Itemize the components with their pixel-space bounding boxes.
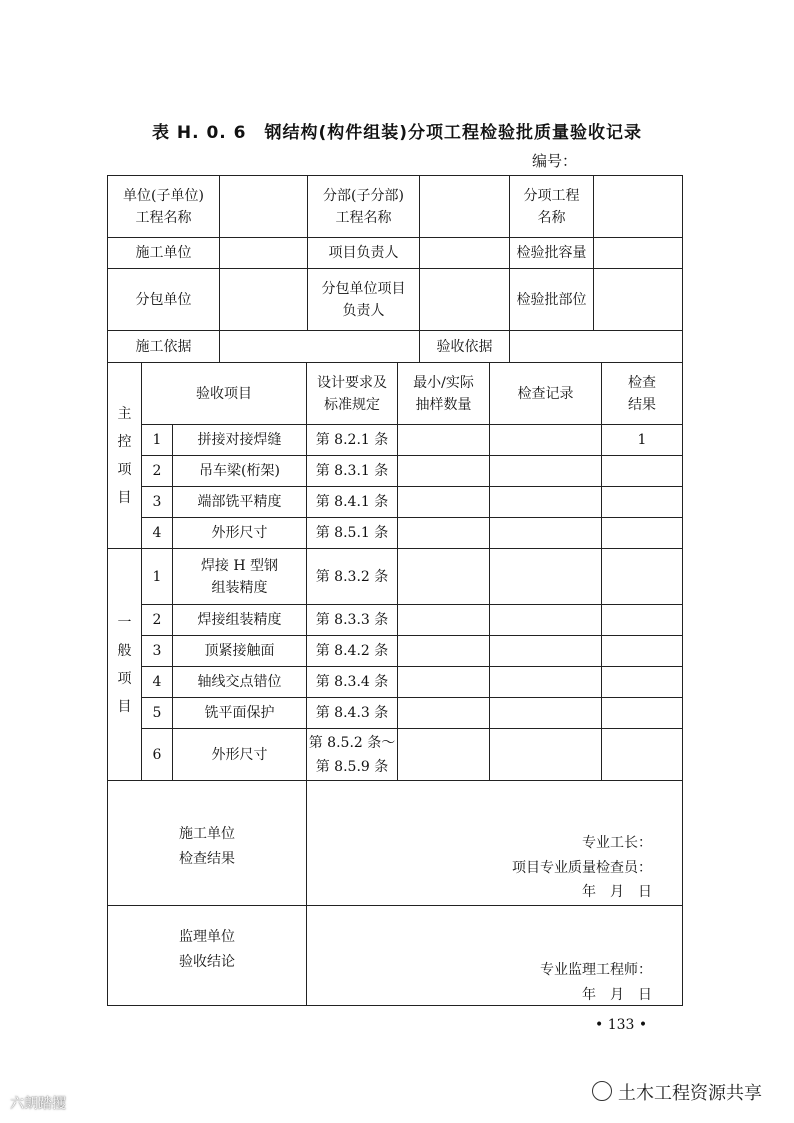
construction-basis-label: 施工依据: [108, 331, 220, 363]
item-name: 端部铣平精度: [173, 487, 307, 518]
item-name: 拼接对接焊缝: [173, 425, 307, 456]
wechat-icon: [592, 1081, 612, 1101]
standard-clause: 第 8.4.1 条: [307, 487, 398, 518]
inspection-items-table: [107, 362, 683, 781]
batch-capacity-field[interactable]: [594, 238, 683, 269]
inspection-result-field[interactable]: [602, 729, 683, 781]
watermark-right-text: 土木工程资源共享: [618, 1083, 762, 1104]
inspection-result-field[interactable]: [602, 698, 683, 729]
inspection-result-field[interactable]: [602, 549, 683, 605]
page-number: • 133 •: [595, 1017, 648, 1033]
subcontractor-manager-field[interactable]: [420, 269, 510, 331]
standard-clause: 第 8.2.1 条: [307, 425, 398, 456]
project-manager-field[interactable]: [420, 238, 510, 269]
sample-count-field[interactable]: [398, 456, 490, 487]
header-info-table: [107, 175, 683, 363]
batch-location-label: 检验批部位: [510, 269, 594, 331]
standard-clause: 第 8.4.2 条: [307, 636, 398, 667]
table-row: [108, 667, 683, 698]
column-header-item: 验收项目: [142, 363, 307, 425]
row-number: 4: [142, 518, 173, 549]
inspection-record-field[interactable]: [490, 425, 602, 456]
inspection-result-field[interactable]: [602, 636, 683, 667]
row-number: 2: [142, 605, 173, 636]
standard-clause: 第 8.5.1 条: [307, 518, 398, 549]
subcontractor-label: 分包单位: [108, 269, 220, 331]
inspection-result[interactable]: [602, 518, 683, 549]
row-number: 3: [142, 636, 173, 667]
subcontractor-manager-label: 分包单位项目 负责人: [308, 269, 420, 331]
standard-clause: 第 8.4.3 条: [307, 698, 398, 729]
division-project-name-field[interactable]: [420, 176, 510, 238]
table-row: [108, 636, 683, 667]
serial-number-label: 编号：: [532, 152, 578, 170]
signature-table: [107, 780, 683, 1006]
sample-count-field[interactable]: [398, 605, 490, 636]
inspection-record-field[interactable]: [490, 549, 602, 605]
division-project-name-label: 分部(子分部) 工程名称: [308, 176, 420, 238]
table-row: [108, 518, 683, 549]
item-name: 焊接 H 型钢 组装精度: [173, 549, 307, 605]
supervision-date-label: 年 月 日: [582, 987, 652, 1003]
row-number: 4: [142, 667, 173, 698]
row-number: 2: [142, 456, 173, 487]
sample-count-field[interactable]: [398, 667, 490, 698]
table-row: [108, 698, 683, 729]
construction-unit-label: 施工单位: [108, 238, 220, 269]
inspection-record-field[interactable]: [490, 456, 602, 487]
acceptance-basis-field[interactable]: [510, 331, 683, 363]
inspection-record-field[interactable]: [490, 729, 602, 781]
batch-capacity-label: 检验批容量: [510, 238, 594, 269]
construction-unit-field[interactable]: [220, 238, 308, 269]
general-group-label: 一 般 项 目: [108, 549, 142, 781]
item-name: 轴线交点错位: [173, 667, 307, 698]
subitem-name-label: 分项工程 名称: [510, 176, 594, 238]
item-name: 顶紧接触面: [173, 636, 307, 667]
inspection-record-field[interactable]: [490, 667, 602, 698]
inspection-record-field[interactable]: [490, 698, 602, 729]
sample-count-field[interactable]: [398, 549, 490, 605]
column-header-record: 检查记录: [490, 363, 602, 425]
batch-location-field[interactable]: [594, 269, 683, 331]
table-row: [108, 605, 683, 636]
foreman-label: 专业工长：: [582, 835, 652, 851]
row-number: 1: [142, 549, 173, 605]
acceptance-basis-label: 验收依据: [420, 331, 510, 363]
table-row: [108, 456, 683, 487]
sample-count-field[interactable]: [398, 487, 490, 518]
item-name: 焊接组装精度: [173, 605, 307, 636]
table-row: [108, 487, 683, 518]
sample-count-field[interactable]: [398, 518, 490, 549]
row-number: 5: [142, 698, 173, 729]
unit-project-name-field[interactable]: [220, 176, 308, 238]
item-name: 铣平面保护: [173, 698, 307, 729]
standard-clause: 第 8.5.2 条～ 第 8.5.9 条: [307, 729, 398, 781]
watermark-left: 六朗踏攫: [10, 1096, 66, 1112]
watermark-right: [592, 1079, 762, 1105]
table-row: [108, 729, 683, 781]
row-number: 6: [142, 729, 173, 781]
project-manager-label: 项目负责人: [308, 238, 420, 269]
inspection-record-field[interactable]: [490, 605, 602, 636]
inspection-record-field[interactable]: [490, 518, 602, 549]
sample-count-field[interactable]: [398, 698, 490, 729]
standard-clause: 第 8.3.2 条: [307, 549, 398, 605]
table-row: [108, 549, 683, 605]
quality-inspector-label: 项目专业质量检查员：: [512, 860, 652, 876]
table-row: [108, 425, 683, 456]
item-name: 吊车梁(桁架): [173, 456, 307, 487]
sample-count-field[interactable]: [398, 729, 490, 781]
supervision-engineer-label: 专业监理工程师：: [540, 962, 652, 978]
column-header-result: 检查 结果: [602, 363, 683, 425]
unit-project-name-label: 单位(子单位) 工程名称: [108, 176, 220, 238]
construction-signature-area[interactable]: [307, 781, 683, 906]
inspection-record-field[interactable]: [490, 487, 602, 518]
supervision-conclusion-label: 监理单位 验收结论: [108, 906, 307, 1006]
column-header-sample: 最小/实际 抽样数量: [398, 363, 490, 425]
construction-date-label: 年 月 日: [582, 884, 652, 900]
inspection-result[interactable]: [602, 456, 683, 487]
inspection-result-field[interactable]: [602, 667, 683, 698]
standard-clause: 第 8.3.4 条: [307, 667, 398, 698]
column-header-design: 设计要求及 标准规定: [307, 363, 398, 425]
construction-result-label: 施工单位 检查结果: [108, 781, 307, 906]
standard-clause: 第 8.3.3 条: [307, 605, 398, 636]
inspection-result-field[interactable]: [602, 605, 683, 636]
inspection-record-field[interactable]: [490, 636, 602, 667]
standard-clause: 第 8.3.1 条: [307, 456, 398, 487]
item-name: 外形尺寸: [173, 729, 307, 781]
table-title: 表 H. 0. 6 钢结构(构件组装)分项工程检验批质量验收记录: [151, 123, 643, 143]
sample-count-field[interactable]: [398, 636, 490, 667]
row-number: 1: [142, 425, 173, 456]
main-control-group-label: 主 控 项 目: [108, 363, 142, 549]
supervision-signature-area[interactable]: [307, 906, 683, 1006]
row-number: 3: [142, 487, 173, 518]
subitem-name-field[interactable]: [594, 176, 683, 238]
item-name: 外形尺寸: [173, 518, 307, 549]
inspection-result[interactable]: [602, 487, 683, 518]
subcontractor-field[interactable]: [220, 269, 308, 331]
inspection-result[interactable]: 1: [602, 425, 683, 456]
construction-basis-field[interactable]: [220, 331, 420, 363]
sample-count-field[interactable]: [398, 425, 490, 456]
